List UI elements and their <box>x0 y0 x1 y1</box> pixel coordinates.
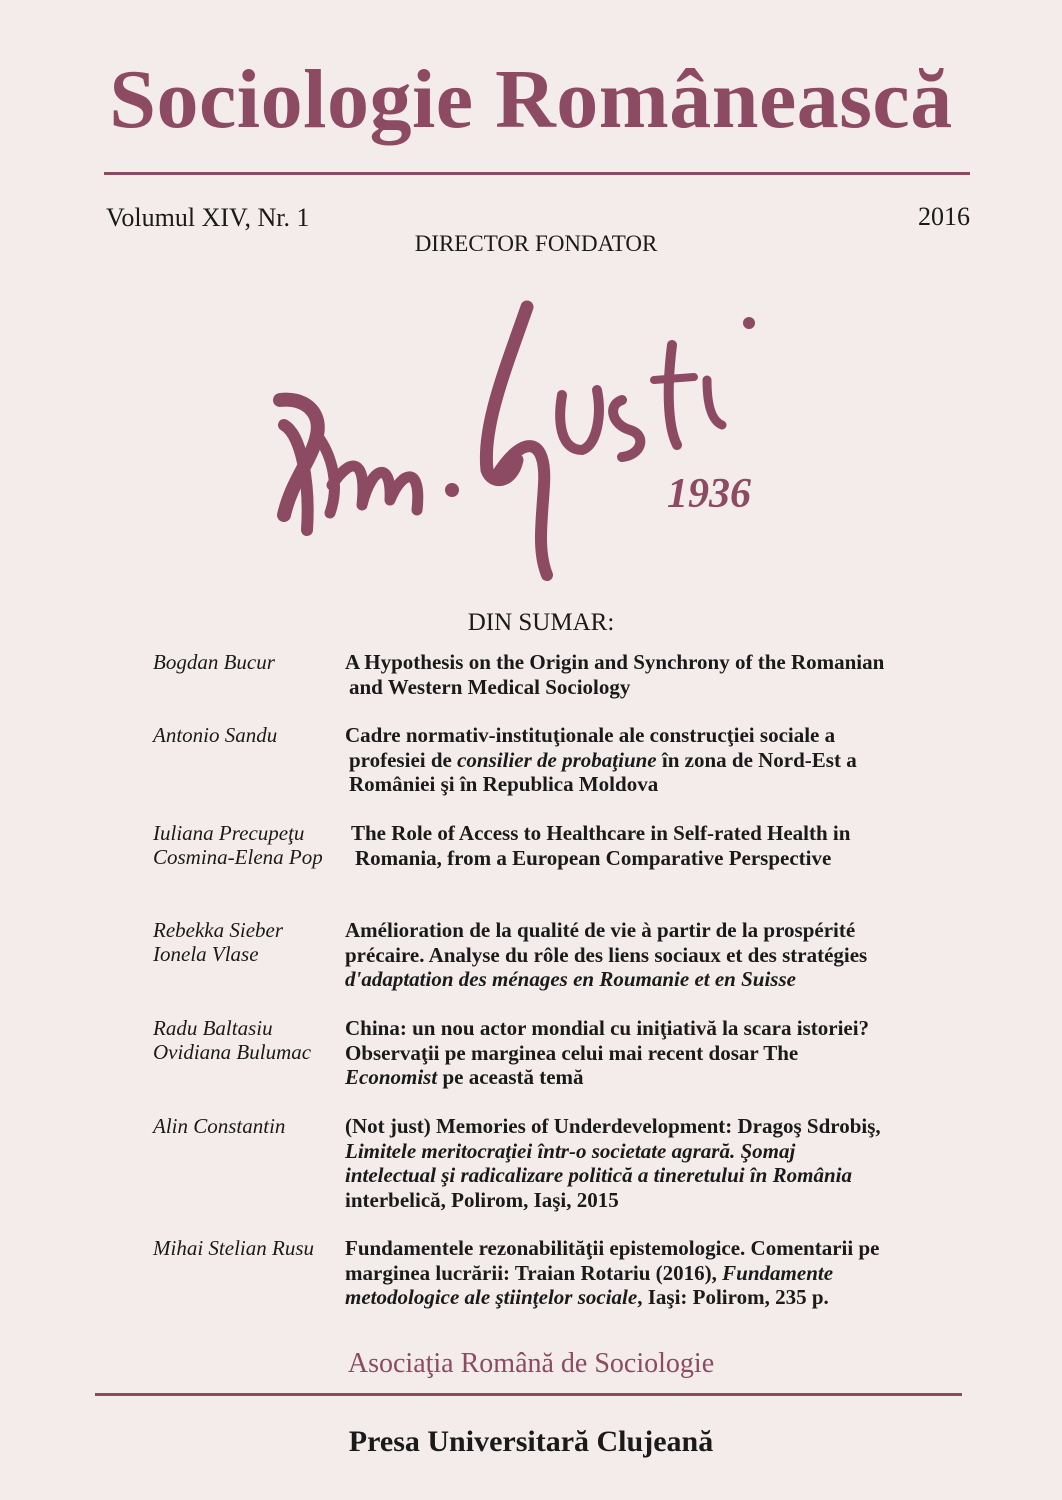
association-name: Asociaţia Română de Sociologie <box>347 1348 715 1379</box>
title-segment: profesiei de <box>349 747 458 772</box>
entry-authors <box>153 1236 343 1260</box>
summary-heading: DIN SUMAR: <box>467 609 615 636</box>
title-line <box>345 1285 945 1310</box>
journal-title: Sociologie Românească <box>109 53 953 146</box>
entry-authors <box>153 1114 343 1138</box>
title-line: Romania, from a European Comparative Perspective <box>355 845 832 870</box>
entry-authors <box>153 723 343 747</box>
entry-title <box>351 821 951 870</box>
entry-title <box>345 723 945 797</box>
title-line: The Role of Access to Healthcare in Self-rated Health in <box>351 821 851 845</box>
title-line: României şi în Republica Moldova <box>349 772 659 796</box>
author-name: Mihai Stelian Rusu <box>153 1236 314 1260</box>
title-segment-italic: consilier de probaţiune <box>457 747 657 772</box>
entry-title <box>345 1236 945 1310</box>
author-name: Cosmina-Elena Pop <box>153 845 323 869</box>
entry-authors <box>153 918 343 966</box>
title-segment: marginea lucrării: Traian Rotariu (2016), <box>345 1260 723 1285</box>
title-line <box>345 1261 945 1286</box>
title-segment-italic: Economist <box>345 1065 438 1089</box>
entry-title <box>345 1016 945 1090</box>
title-line <box>345 967 945 992</box>
title-line: China: un nou actor mondial cu iniţiativă la scara istoriei? <box>345 1016 870 1040</box>
title-line: Fundamentele rezonabilităţii epistemologice. Comentarii pe <box>345 1236 880 1260</box>
volume-number: Volumul XIV, Nr. 1 <box>106 203 310 232</box>
top-divider <box>104 172 970 175</box>
title-segment-italic: Fundamente <box>722 1260 834 1285</box>
publisher-name: Presa Universitară Clujeană <box>348 1425 714 1458</box>
title-line: (Not just) Memories of Underdevelopment: Dragoş Sdrobiş, <box>345 1114 881 1138</box>
title-line <box>345 748 945 773</box>
author-name: Iuliana Precupeţu <box>153 821 305 845</box>
title-segment-italic: metodologice ale ştiinţelor sociale <box>345 1285 638 1309</box>
signature-year: 1936 <box>667 471 751 517</box>
author-name: Alin Constantin <box>153 1114 286 1138</box>
author-name: Ovidiana Bulumac <box>153 1040 312 1064</box>
founder-signature <box>262 285 802 585</box>
director-label: DIRECTOR FONDATOR <box>414 231 658 256</box>
title-line <box>345 1139 945 1164</box>
title-line: Amélioration de la qualité de vie à partir de la prospérité <box>345 918 856 942</box>
title-line: and Western Medical Sociology <box>349 674 631 699</box>
author-name: Ionela Vlase <box>153 942 259 966</box>
title-segment: pe această temă <box>437 1065 584 1089</box>
entry-title <box>345 918 945 992</box>
title-line <box>345 1163 945 1188</box>
entry-authors <box>153 821 343 869</box>
title-line <box>345 1065 945 1090</box>
author-name: Rebekka Sieber <box>153 918 284 942</box>
entry-authors <box>153 1016 343 1064</box>
entry-title <box>345 650 945 699</box>
title-line: interbelică, Polirom, Iaşi, 2015 <box>345 1187 619 1212</box>
title-segment: în zona de Nord-Est a <box>656 747 857 772</box>
author-name: Antonio Sandu <box>153 723 278 747</box>
bottom-divider <box>95 1393 962 1396</box>
publication-year: 2016 <box>918 202 970 231</box>
entry-authors <box>153 650 343 674</box>
title-line: Cadre normativ-instituţionale ale construcţiei sociale a <box>345 723 836 747</box>
title-segment: , Iaşi: Polirom, 235 p. <box>637 1285 829 1309</box>
author-name: Radu Baltasiu <box>153 1016 273 1040</box>
title-line: Observaţii pe marginea celui mai recent dosar The <box>345 1040 799 1065</box>
author-name: Bogdan Bucur <box>153 650 275 674</box>
title-line: précaire. Analyse du rôle des liens sociaux et des stratégies <box>345 942 868 967</box>
title-line: A Hypothesis on the Origin and Synchrony of the Romanian <box>345 650 885 674</box>
title-segment-italic: Limitele meritocraţiei într-o societate agrară. Şomaj <box>345 1138 796 1163</box>
entry-title <box>345 1114 945 1212</box>
title-segment-italic: d'adaptation des ménages en Roumanie et en Suisse <box>345 967 796 991</box>
title-segment-italic: intelectual şi radicalizare politică a tineretului în România <box>345 1163 852 1187</box>
